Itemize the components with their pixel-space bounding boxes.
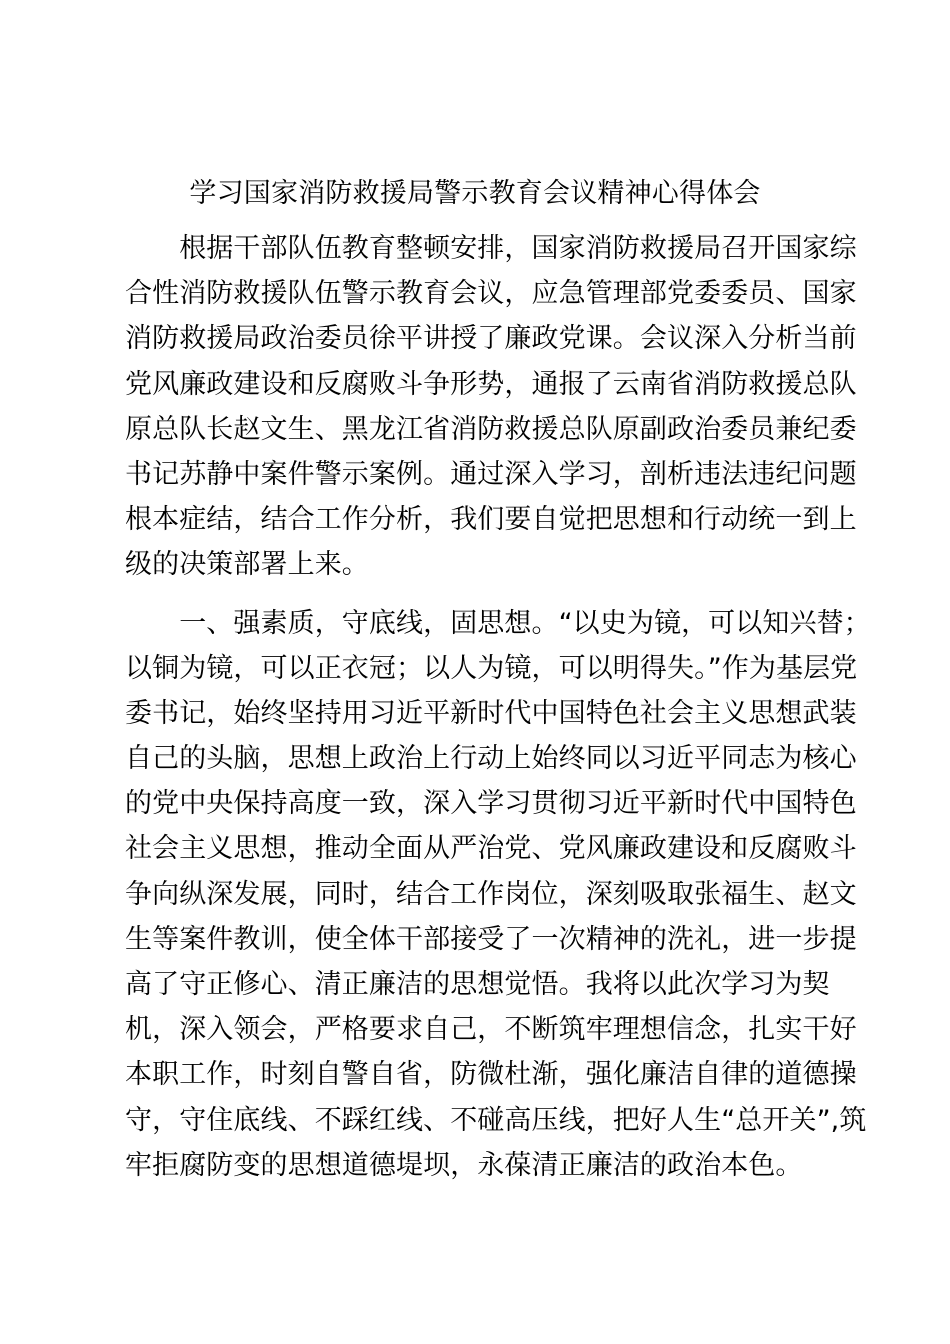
text-line: 委书记，始终坚持用习近平新时代中国特色社会主义思想武装 <box>125 697 857 729</box>
text-line: 党风廉政建设和反腐败斗争形势，通报了云南省消防救援总队 <box>125 368 857 400</box>
text-line: 争向纵深发展，同时，结合工作岗位，深刻吸取张福生、赵文 <box>125 878 857 910</box>
text-line: 本职工作，时刻自警自省，防微杜渐，强化廉洁自律的道德操 <box>125 1059 857 1091</box>
paragraph-intro <box>125 226 857 588</box>
text-line: 社会主义思想，推动全面从严治党、党风廉政建设和反腐败斗 <box>125 833 857 865</box>
text-line: 根本症结，结合工作分析，我们要自觉把思想和行动统一到上 <box>125 504 857 536</box>
text-line: 一、强素质，守底线，固思想。“以史为镜，可以知兴替； <box>125 607 871 639</box>
text-line: 守，守住底线、不踩红线、不碰高压线，把好人生“总开关”,筑 <box>125 1104 867 1136</box>
document-body <box>125 226 871 1188</box>
text-line: 书记苏静中案件警示案例。通过深入学习，剖析违法违纪问题 <box>125 458 857 490</box>
text-line: 自己的头脑，思想上政治上行动上始终同以习近平同志为核心 <box>125 743 857 775</box>
text-line: 级的决策部署上来。 <box>125 549 369 581</box>
text-line: 以铜为镜，可以正衣冠；以人为镜，可以明得失。”作为基层党 <box>125 652 858 684</box>
text-line: 消防救援局政治委员徐平讲授了廉政党课。会议深入分析当前 <box>125 323 857 355</box>
text-line: 合性消防救援队伍警示教育会议，应急管理部党委委员、国家 <box>125 278 857 310</box>
paragraph-section-one <box>125 601 871 1188</box>
text-line: 机，深入领会，严格要求自己，不断筑牢理想信念，扎实干好 <box>125 1014 857 1046</box>
text-line: 的党中央保持高度一致，深入学习贯彻习近平新时代中国特色 <box>125 788 857 820</box>
text-line: 生等案件教训，使全体干部接受了一次精神的洗礼，进一步提 <box>125 923 857 955</box>
text-line: 高了守正修心、清正廉洁的思想觉悟。我将以此次学习为契 <box>125 969 830 1000</box>
text-line: 牢拒腐防变的思想道德堤坝，永葆清正廉洁的政治本色。 <box>125 1149 803 1181</box>
text-line: 原总队长赵文生、黑龙江省消防救援总队原副政治委员兼纪委 <box>125 413 857 445</box>
text-line: 根据干部队伍教育整顿安排，国家消防救援局召开国家综 <box>125 233 857 264</box>
paragraph-spacer <box>125 588 841 601</box>
document-title: 学习国家消防救援局警示教育会议精神心得体会 <box>189 178 761 209</box>
